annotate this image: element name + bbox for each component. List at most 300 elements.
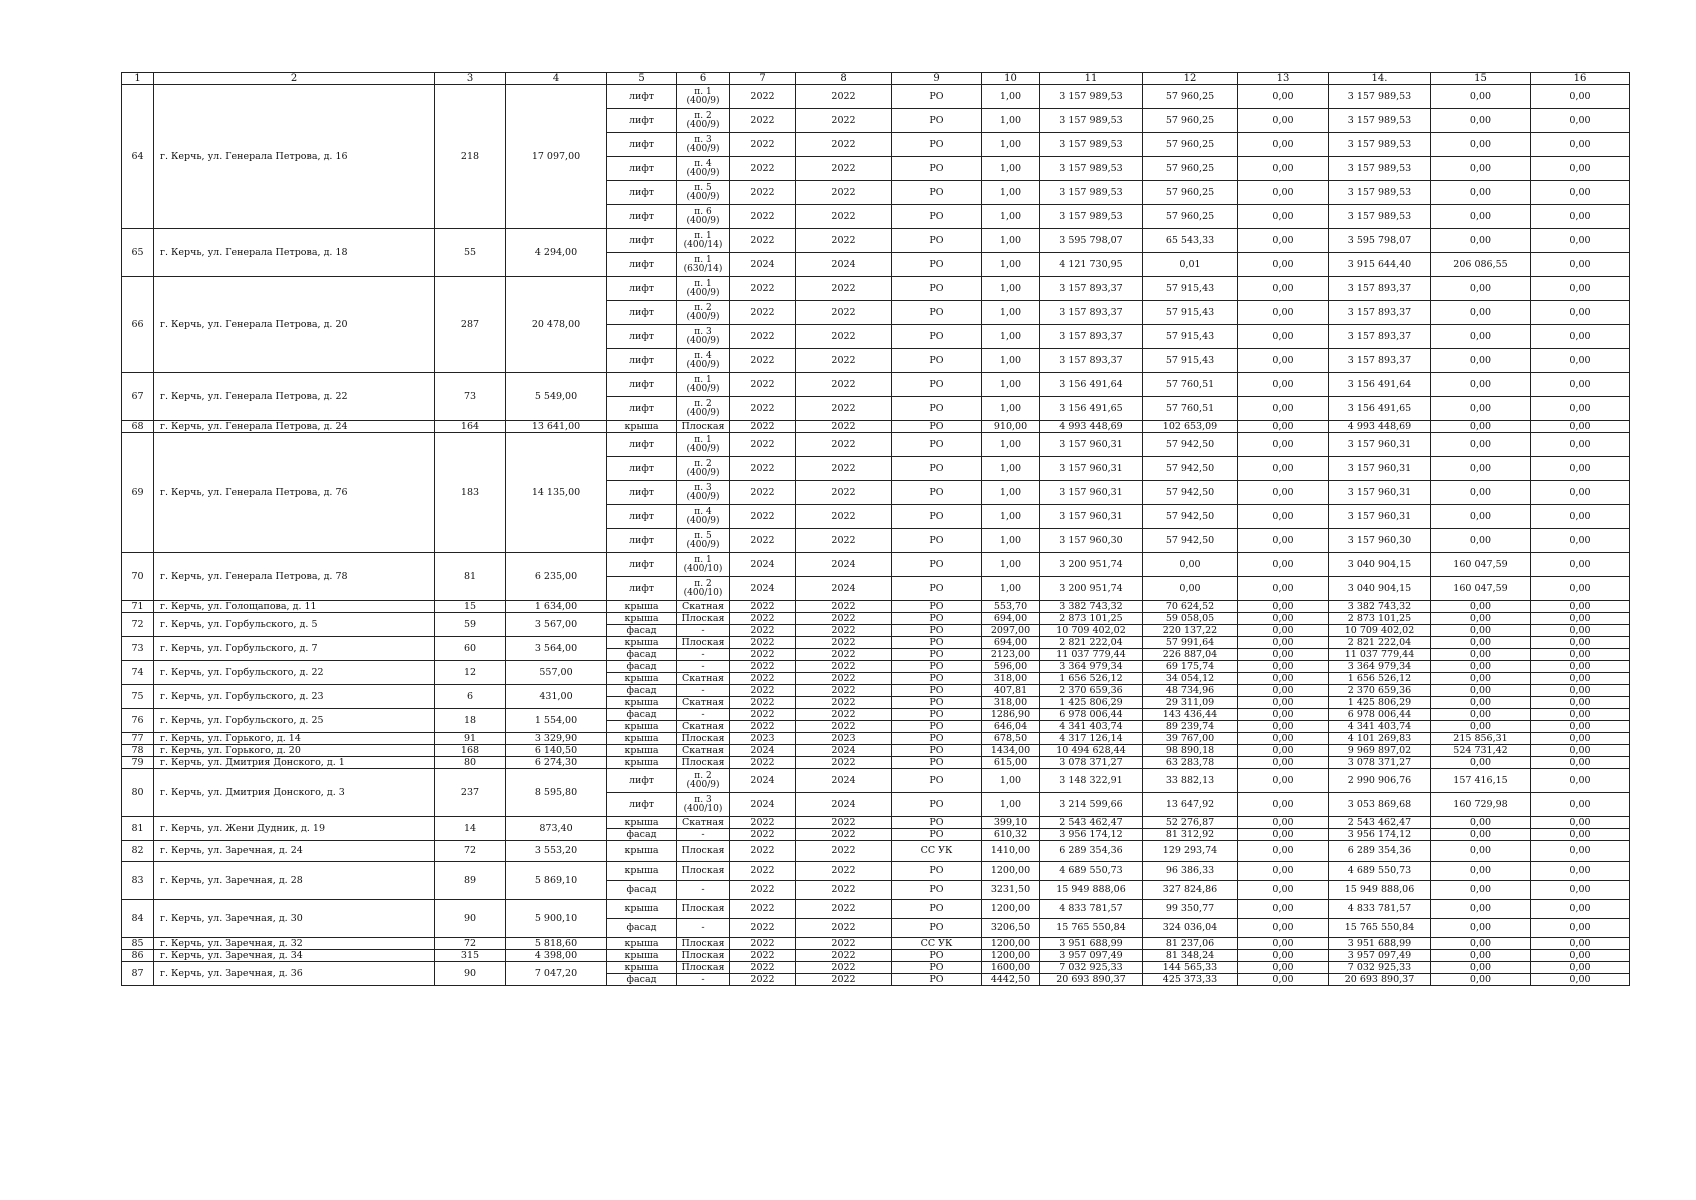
column-4-cell: 4 294,00: [506, 229, 607, 277]
data-cell: 2022: [730, 649, 796, 661]
column-3-cell: 73: [435, 373, 506, 421]
address-cell: г. Керчь, ул. Горбульского, д. 25: [154, 709, 435, 733]
data-cell: 3 157 989,53: [1040, 181, 1143, 205]
data-cell: 10 494 628,44: [1040, 745, 1143, 757]
table-row: [122, 817, 1630, 829]
data-cell: 2022: [730, 721, 796, 733]
row-number-cell: 87: [122, 962, 154, 986]
data-cell: 81 312,92: [1143, 829, 1238, 841]
data-cell: 4442,50: [982, 974, 1040, 986]
column-3-cell: 168: [435, 745, 506, 757]
data-cell: 2022: [796, 881, 892, 900]
data-cell: 0,00: [1431, 709, 1531, 721]
data-cell: -: [677, 649, 730, 661]
data-cell: 3 157 989,53: [1040, 85, 1143, 109]
data-cell: 2024: [796, 253, 892, 277]
data-cell: 0,00: [1238, 625, 1329, 637]
column-3-cell: 72: [435, 841, 506, 862]
table-row: [122, 277, 1630, 301]
data-cell: 160 729,98: [1431, 793, 1531, 817]
table-row: [122, 962, 1630, 974]
data-cell: РО: [892, 205, 982, 229]
data-cell: 2 543 462,47: [1329, 817, 1431, 829]
column-4-cell: 3 329,90: [506, 733, 607, 745]
data-cell: 143 436,44: [1143, 709, 1238, 721]
data-cell: РО: [892, 325, 982, 349]
column-4-cell: 5 818,60: [506, 938, 607, 950]
data-cell: крыша: [607, 938, 677, 950]
data-cell: 0,00: [1431, 277, 1531, 301]
data-cell: 9 969 897,02: [1329, 745, 1431, 757]
data-cell: Плоская: [677, 613, 730, 625]
data-cell: 3 957 097,49: [1329, 950, 1431, 962]
column-4-cell: 873,40: [506, 817, 607, 841]
data-cell: 2022: [730, 349, 796, 373]
data-cell: 0,00: [1431, 697, 1531, 709]
data-cell: 3 078 371,27: [1040, 757, 1143, 769]
data-cell: 2022: [796, 325, 892, 349]
table-body: [122, 73, 1630, 986]
data-cell: 0,00: [1431, 661, 1531, 673]
table-row: [122, 862, 1630, 881]
data-cell: 0,00: [1238, 745, 1329, 757]
data-cell: 1200,00: [982, 938, 1040, 950]
data-cell: РО: [892, 433, 982, 457]
data-cell: крыша: [607, 745, 677, 757]
data-cell: Плоская: [677, 900, 730, 919]
data-cell: лифт: [607, 433, 677, 457]
data-cell: РО: [892, 962, 982, 974]
data-cell: 3 157 893,37: [1040, 301, 1143, 325]
data-cell: 129 293,74: [1143, 841, 1238, 862]
data-cell: 4 689 550,73: [1329, 862, 1431, 881]
data-cell: 2022: [730, 685, 796, 697]
data-cell: 2022: [730, 950, 796, 962]
data-cell: Плоская: [677, 841, 730, 862]
table-row: [122, 709, 1630, 721]
table-row: [122, 900, 1630, 919]
table-row: [122, 613, 1630, 625]
data-cell: 0,00: [1238, 769, 1329, 793]
address-cell: г. Керчь, ул. Заречная, д. 30: [154, 900, 435, 938]
data-cell: крыша: [607, 421, 677, 433]
data-cell: крыша: [607, 962, 677, 974]
data-cell: фасад: [607, 919, 677, 938]
column-3-cell: 59: [435, 613, 506, 637]
data-cell: 0,00: [1238, 529, 1329, 553]
data-cell: 2024: [730, 553, 796, 577]
address-cell: г. Керчь, ул. Голощапова, д. 11: [154, 601, 435, 613]
data-cell: 6 289 354,36: [1040, 841, 1143, 862]
data-cell: 3 157 989,53: [1329, 205, 1431, 229]
data-cell: 3 157 989,53: [1040, 157, 1143, 181]
data-cell: РО: [892, 373, 982, 397]
data-cell: лифт: [607, 205, 677, 229]
address-cell: г. Керчь, ул. Горбульского, д. 7: [154, 637, 435, 661]
data-cell: 1 656 526,12: [1040, 673, 1143, 685]
data-cell: СС УК: [892, 841, 982, 862]
column-header: 12: [1143, 73, 1238, 85]
data-cell: 407,81: [982, 685, 1040, 697]
data-cell: 20 693 890,37: [1329, 974, 1431, 986]
data-cell: крыша: [607, 841, 677, 862]
column-4-cell: 3 564,00: [506, 637, 607, 661]
column-3-cell: 164: [435, 421, 506, 433]
data-cell: 0,00: [1238, 862, 1329, 881]
data-cell: 0,00: [1238, 661, 1329, 673]
data-cell: Скатная: [677, 697, 730, 709]
data-cell: 2022: [730, 661, 796, 673]
data-cell: 3 157 893,37: [1329, 349, 1431, 373]
data-cell: лифт: [607, 253, 677, 277]
column-header: 10: [982, 73, 1040, 85]
data-cell: 0,00: [1238, 793, 1329, 817]
data-cell: 2022: [796, 433, 892, 457]
data-cell: 2022: [796, 709, 892, 721]
data-cell: РО: [892, 817, 982, 829]
data-cell: 65 543,33: [1143, 229, 1238, 253]
data-cell: РО: [892, 673, 982, 685]
data-cell: 4 689 550,73: [1040, 862, 1143, 881]
data-cell: 3 157 960,31: [1040, 457, 1143, 481]
data-cell: 2022: [796, 457, 892, 481]
data-cell: 0,00: [1431, 529, 1531, 553]
data-cell: 0,00: [1431, 205, 1531, 229]
row-number-cell: 78: [122, 745, 154, 757]
table-row: [122, 433, 1630, 457]
row-number-cell: 83: [122, 862, 154, 900]
address-cell: г. Керчь, ул. Заречная, д. 34: [154, 950, 435, 962]
data-cell: РО: [892, 253, 982, 277]
data-cell: 0,00: [1531, 157, 1630, 181]
table-row: [122, 745, 1630, 757]
data-cell: 0,00: [1531, 325, 1630, 349]
data-cell: 3 214 599,66: [1040, 793, 1143, 817]
data-cell: 3 157 893,37: [1329, 301, 1431, 325]
data-cell: 3 157 989,53: [1329, 109, 1431, 133]
data-cell: 2 543 462,47: [1040, 817, 1143, 829]
data-cell: Скатная: [677, 721, 730, 733]
data-cell: Плоская: [677, 938, 730, 950]
data-cell: 0,00: [1238, 349, 1329, 373]
data-cell: РО: [892, 157, 982, 181]
data-cell: 2022: [730, 601, 796, 613]
data-cell: 0,00: [1431, 649, 1531, 661]
data-cell: 2022: [796, 301, 892, 325]
data-cell: 3 951 688,99: [1329, 938, 1431, 950]
data-cell: 57 960,25: [1143, 181, 1238, 205]
data-cell: 57 942,50: [1143, 529, 1238, 553]
data-cell: РО: [892, 109, 982, 133]
column-header: 3: [435, 73, 506, 85]
data-cell: лифт: [607, 301, 677, 325]
data-cell: РО: [892, 133, 982, 157]
column-3-cell: 287: [435, 277, 506, 373]
data-cell: 2022: [730, 481, 796, 505]
data-cell: 0,00: [1431, 229, 1531, 253]
column-3-cell: 81: [435, 553, 506, 601]
data-cell: Плоская: [677, 421, 730, 433]
data-cell: п. 1 (630/14): [677, 253, 730, 277]
data-cell: 1,00: [982, 181, 1040, 205]
data-cell: 2022: [796, 817, 892, 829]
address-cell: г. Керчь, ул. Горбульского, д. 23: [154, 685, 435, 709]
data-cell: 0,00: [1431, 601, 1531, 613]
data-cell: 7 032 925,33: [1329, 962, 1431, 974]
data-cell: 0,00: [1431, 881, 1531, 900]
data-cell: 2022: [796, 181, 892, 205]
data-cell: 2022: [796, 625, 892, 637]
data-cell: 0,00: [1238, 938, 1329, 950]
data-cell: 0,00: [1431, 109, 1531, 133]
data-cell: РО: [892, 637, 982, 649]
address-cell: г. Керчь, ул. Жени Дудник, д. 19: [154, 817, 435, 841]
data-cell: лифт: [607, 133, 677, 157]
data-cell: 2022: [796, 637, 892, 649]
data-cell: 1434,00: [982, 745, 1040, 757]
data-cell: РО: [892, 397, 982, 421]
data-cell: 3 148 322,91: [1040, 769, 1143, 793]
data-cell: лифт: [607, 373, 677, 397]
column-header: 16: [1531, 73, 1630, 85]
data-cell: 0,00: [1531, 673, 1630, 685]
data-cell: лифт: [607, 325, 677, 349]
data-cell: РО: [892, 721, 982, 733]
data-cell: 2022: [730, 625, 796, 637]
data-cell: 10 709 402,02: [1040, 625, 1143, 637]
data-cell: 1,00: [982, 457, 1040, 481]
data-cell: 2022: [796, 157, 892, 181]
data-cell: 0,00: [1531, 457, 1630, 481]
data-cell: 2 990 906,76: [1329, 769, 1431, 793]
data-cell: 0,00: [1431, 481, 1531, 505]
data-cell: 0,00: [1238, 157, 1329, 181]
data-cell: 0,00: [1238, 709, 1329, 721]
data-cell: 13 647,92: [1143, 793, 1238, 817]
data-cell: п. 1 (400/9): [677, 277, 730, 301]
column-4-cell: 1 634,00: [506, 601, 607, 613]
data-cell: фасад: [607, 974, 677, 986]
table-row: [122, 685, 1630, 697]
data-cell: 3 157 893,37: [1040, 325, 1143, 349]
row-number-cell: 68: [122, 421, 154, 433]
address-cell: г. Керчь, ул. Дмитрия Донского, д. 1: [154, 757, 435, 769]
data-cell: 0,00: [1531, 938, 1630, 950]
data-cell: 81 237,06: [1143, 938, 1238, 950]
data-cell: 596,00: [982, 661, 1040, 673]
data-cell: 3206,50: [982, 919, 1040, 938]
data-cell: 0,00: [1531, 637, 1630, 649]
data-cell: 0,00: [1431, 457, 1531, 481]
table-row: [122, 553, 1630, 577]
data-cell: лифт: [607, 397, 677, 421]
data-cell: 11 037 779,44: [1040, 649, 1143, 661]
data-cell: 3 595 798,07: [1329, 229, 1431, 253]
data-cell: 3 157 989,53: [1040, 109, 1143, 133]
data-cell: 0,00: [1238, 962, 1329, 974]
data-cell: 4 317 126,14: [1040, 733, 1143, 745]
data-cell: 0,00: [1238, 325, 1329, 349]
data-cell: 0,00: [1238, 757, 1329, 769]
row-number-cell: 74: [122, 661, 154, 685]
data-cell: -: [677, 709, 730, 721]
data-cell: 3 200 951,74: [1040, 553, 1143, 577]
data-cell: 52 276,87: [1143, 817, 1238, 829]
data-cell: 20 693 890,37: [1040, 974, 1143, 986]
data-cell: 2022: [730, 637, 796, 649]
data-cell: -: [677, 625, 730, 637]
data-cell: 3 382 743,32: [1329, 601, 1431, 613]
column-4-cell: 20 478,00: [506, 277, 607, 373]
data-cell: 0,00: [1238, 974, 1329, 986]
data-cell: 2022: [796, 85, 892, 109]
data-cell: 0,00: [1531, 181, 1630, 205]
data-cell: 694,00: [982, 613, 1040, 625]
data-cell: 0,00: [1531, 553, 1630, 577]
data-cell: 57 960,25: [1143, 205, 1238, 229]
data-cell: 2022: [796, 421, 892, 433]
data-cell: 1,00: [982, 553, 1040, 577]
data-cell: -: [677, 881, 730, 900]
data-cell: 0,00: [1531, 745, 1630, 757]
data-cell: 33 882,13: [1143, 769, 1238, 793]
data-cell: Плоская: [677, 962, 730, 974]
column-4-cell: 14 135,00: [506, 433, 607, 553]
data-cell: 89 239,74: [1143, 721, 1238, 733]
data-cell: 96 386,33: [1143, 862, 1238, 881]
data-cell: 2022: [730, 919, 796, 938]
data-cell: 2022: [730, 229, 796, 253]
data-cell: 0,00: [1531, 301, 1630, 325]
data-cell: 3 040 904,15: [1329, 577, 1431, 601]
row-number-cell: 84: [122, 900, 154, 938]
data-cell: крыша: [607, 757, 677, 769]
data-cell: 0,00: [1238, 181, 1329, 205]
data-cell: 0,00: [1431, 421, 1531, 433]
column-4-cell: 6 274,30: [506, 757, 607, 769]
data-cell: 0,00: [1431, 950, 1531, 962]
data-cell: 1,00: [982, 277, 1040, 301]
data-cell: 0,00: [1531, 505, 1630, 529]
column-header: 15: [1431, 73, 1531, 85]
data-cell: 3231,50: [982, 881, 1040, 900]
data-cell: фасад: [607, 829, 677, 841]
data-cell: 2022: [796, 962, 892, 974]
data-cell: 0,00: [1431, 133, 1531, 157]
data-cell: п. 1 (400/14): [677, 229, 730, 253]
data-cell: 2022: [730, 974, 796, 986]
data-cell: п. 3 (400/9): [677, 325, 730, 349]
data-cell: 2022: [796, 697, 892, 709]
data-cell: 0,00: [1238, 553, 1329, 577]
data-cell: 0,00: [1431, 685, 1531, 697]
data-cell: 0,00: [1238, 881, 1329, 900]
data-cell: Плоская: [677, 862, 730, 881]
data-cell: РО: [892, 757, 982, 769]
row-number-cell: 64: [122, 85, 154, 229]
data-cell: п. 6 (400/9): [677, 205, 730, 229]
data-cell: 6 289 354,36: [1329, 841, 1431, 862]
data-cell: 2024: [796, 577, 892, 601]
data-cell: 2022: [730, 397, 796, 421]
data-cell: -: [677, 829, 730, 841]
data-cell: 2022: [730, 829, 796, 841]
data-cell: 57 915,43: [1143, 301, 1238, 325]
column-header: 2: [154, 73, 435, 85]
data-cell: 15 765 550,84: [1329, 919, 1431, 938]
data-cell: 3 157 960,31: [1329, 481, 1431, 505]
data-cell: лифт: [607, 481, 677, 505]
data-cell: п. 1 (400/9): [677, 373, 730, 397]
data-cell: 4 993 448,69: [1329, 421, 1431, 433]
data-cell: 4 341 403,74: [1040, 721, 1143, 733]
data-cell: 0,00: [1531, 85, 1630, 109]
data-cell: 4 833 781,57: [1040, 900, 1143, 919]
data-cell: 0,00: [1238, 253, 1329, 277]
data-cell: 2023: [796, 733, 892, 745]
row-number-cell: 72: [122, 613, 154, 637]
data-cell: 3 157 893,37: [1329, 325, 1431, 349]
data-cell: п. 5 (400/9): [677, 181, 730, 205]
row-number-cell: 80: [122, 769, 154, 817]
data-cell: 0,00: [1531, 577, 1630, 601]
data-cell: п. 2 (400/10): [677, 577, 730, 601]
data-cell: 3 053 869,68: [1329, 793, 1431, 817]
data-cell: 6 978 006,44: [1329, 709, 1431, 721]
data-cell: 2022: [796, 829, 892, 841]
data-cell: 3 157 989,53: [1329, 157, 1431, 181]
data-cell: РО: [892, 457, 982, 481]
data-cell: 160 047,59: [1431, 553, 1531, 577]
data-cell: 57 915,43: [1143, 325, 1238, 349]
data-cell: РО: [892, 649, 982, 661]
data-cell: 0,00: [1531, 253, 1630, 277]
column-3-cell: 315: [435, 950, 506, 962]
data-cell: 2022: [796, 529, 892, 553]
column-3-cell: 55: [435, 229, 506, 277]
data-cell: 0,00: [1431, 349, 1531, 373]
data-cell: 0,00: [1431, 829, 1531, 841]
data-cell: 2022: [730, 841, 796, 862]
column-4-cell: 6 140,50: [506, 745, 607, 757]
column-header: 7: [730, 73, 796, 85]
data-cell: 98 890,18: [1143, 745, 1238, 757]
data-cell: 220 137,22: [1143, 625, 1238, 637]
data-cell: 2022: [730, 697, 796, 709]
row-number-cell: 66: [122, 277, 154, 373]
column-3-cell: 15: [435, 601, 506, 613]
data-cell: 2022: [730, 900, 796, 919]
data-cell: 318,00: [982, 697, 1040, 709]
data-cell: 4 341 403,74: [1329, 721, 1431, 733]
data-cell: 57 942,50: [1143, 481, 1238, 505]
data-cell: 0,00: [1531, 613, 1630, 625]
data-cell: 3 157 893,37: [1040, 349, 1143, 373]
row-number-cell: 71: [122, 601, 154, 613]
data-cell: 39 767,00: [1143, 733, 1238, 745]
column-3-cell: 237: [435, 769, 506, 817]
address-cell: г. Керчь, ул. Горбульского, д. 5: [154, 613, 435, 637]
data-cell: 2022: [796, 900, 892, 919]
data-cell: 206 086,55: [1431, 253, 1531, 277]
data-cell: 2024: [730, 769, 796, 793]
column-3-cell: 80: [435, 757, 506, 769]
data-cell: п. 2 (400/9): [677, 457, 730, 481]
data-cell: РО: [892, 829, 982, 841]
data-cell: 2022: [730, 862, 796, 881]
data-cell: РО: [892, 769, 982, 793]
data-cell: 0,00: [1238, 685, 1329, 697]
